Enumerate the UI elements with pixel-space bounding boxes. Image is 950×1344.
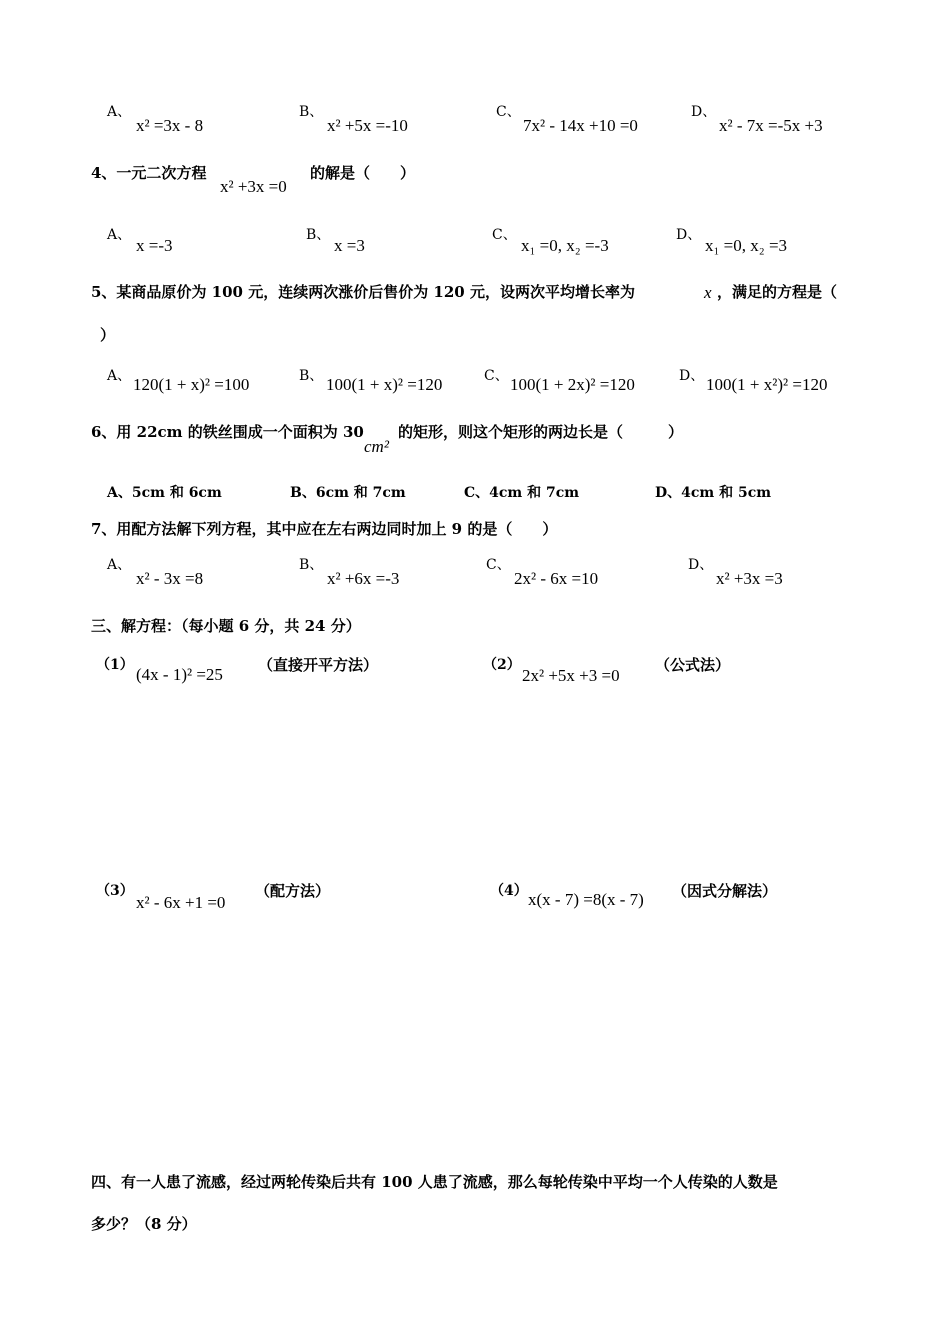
q4-option-a-expr: x =-3 xyxy=(136,236,173,255)
q5-option-c-label: C、 xyxy=(484,368,509,384)
problem4-number: （4） xyxy=(490,883,528,899)
q4-option-c-expr: x₁ =0, x₂ =-3 xyxy=(521,236,609,255)
q7-option-c-expr: 2x² - 6x =10 xyxy=(514,569,599,588)
section4-line2: 多少？（8 分） xyxy=(91,1215,197,1233)
q4-option-b-expr: x =3 xyxy=(334,236,365,255)
q7-option-b-label: B、 xyxy=(299,557,324,573)
q4-option-b-label: B、 xyxy=(306,227,331,243)
q5-option-a-expr: 120(1 + x)² =100 xyxy=(133,375,250,394)
q5-option-b-expr: 100(1 + x)² =120 xyxy=(326,375,443,394)
problem1-method: （直接开平方法） xyxy=(258,656,379,674)
problem2-number: （2） xyxy=(483,657,521,673)
problem2-equation: 2x² +5x +3 =0 xyxy=(522,666,620,685)
q6-option-a: A、5cm 和 6cm xyxy=(107,485,222,501)
q4-option-d-label: D、 xyxy=(676,227,702,243)
q4-option-d-expr: x₁ =0, x₂ =3 xyxy=(705,236,788,255)
q3-option-a-label: A、 xyxy=(107,104,132,120)
q7-option-a-expr: x² - 3x =8 xyxy=(136,569,204,588)
q5-text: 5、某商品原价为 100 元，连续两次涨价后售价为 120 元，设两次平均增长率为 xyxy=(91,283,635,301)
q7-option-d-label: D、 xyxy=(688,557,714,573)
q4-option-a-label: A、 xyxy=(107,227,132,243)
q7-option-b-expr: x² +6x =-3 xyxy=(327,569,400,588)
problem3-number: （3） xyxy=(96,883,134,899)
q6-suffix: 的矩形，则这个矩形的两边长是（ ） xyxy=(398,423,684,441)
q3-option-d-label: D、 xyxy=(691,104,717,120)
problem1-equation: (4x - 1)² =25 xyxy=(136,665,223,684)
q5-option-d-label: D、 xyxy=(679,368,705,384)
problem3-equation: x² - 6x +1 =0 xyxy=(136,893,226,912)
q3-option-c-expr: 7x² - 14x +10 =0 xyxy=(523,116,638,135)
q6-option-d: D、4cm 和 5cm xyxy=(655,485,772,501)
q7-option-c-label: C、 xyxy=(486,557,511,573)
q3-option-c-label: C、 xyxy=(496,104,521,120)
q4-equation: x² +3x =0 xyxy=(220,177,287,196)
q5-option-d-expr: 100(1 + x²)² =120 xyxy=(706,375,828,394)
problem4-method: （因式分解法） xyxy=(672,882,778,900)
q6-text: 6、用 22cm 的铁丝围成一个面积为 30 xyxy=(91,423,364,441)
problem4-equation: x(x - 7) =8(x - 7) xyxy=(528,890,644,909)
q6-option-b: B、6cm 和 7cm xyxy=(290,485,406,501)
section3-title: 三、解方程：（每小题 6 分，共 24 分） xyxy=(91,617,361,635)
q5-variable: x xyxy=(704,283,712,302)
q7-option-a-label: A、 xyxy=(107,557,132,573)
q5-suffix: ，满足的方程是（ xyxy=(717,283,838,301)
q3-option-b-expr: x² +5x =-10 xyxy=(327,116,408,135)
q4-prefix: 4、一元二次方程 xyxy=(91,164,207,182)
q6-option-c: C、4cm 和 7cm xyxy=(464,485,580,501)
q3-option-b-label: B、 xyxy=(299,104,324,120)
q4-suffix: 的解是（ ） xyxy=(310,164,416,182)
q7-text: 7、用配方法解下列方程，其中应在左右两边同时加上 9 的是（ ） xyxy=(91,520,558,538)
problem2-method: （公式法） xyxy=(655,656,731,674)
problem3-method: （配方法） xyxy=(255,882,331,900)
q5-option-c-expr: 100(1 + 2x)² =120 xyxy=(510,375,635,394)
q6-unit: cm² xyxy=(364,437,389,456)
q5-close-paren: ） xyxy=(100,326,116,344)
q5-option-a-label: A、 xyxy=(107,368,132,384)
q3-option-d-expr: x² - 7x =-5x +3 xyxy=(719,116,823,135)
problem1-number: （1） xyxy=(96,657,134,673)
q4-option-c-label: C、 xyxy=(492,227,517,243)
q5-option-b-label: B、 xyxy=(299,368,324,384)
q3-option-a-expr: x² =3x - 8 xyxy=(136,116,204,135)
q7-option-d-expr: x² +3x =3 xyxy=(716,569,783,588)
section4-line1: 四、有一人患了流感，经过两轮传染后共有 100 人患了流感，那么每轮传染中平均一个人传染的人数是 xyxy=(91,1173,778,1191)
